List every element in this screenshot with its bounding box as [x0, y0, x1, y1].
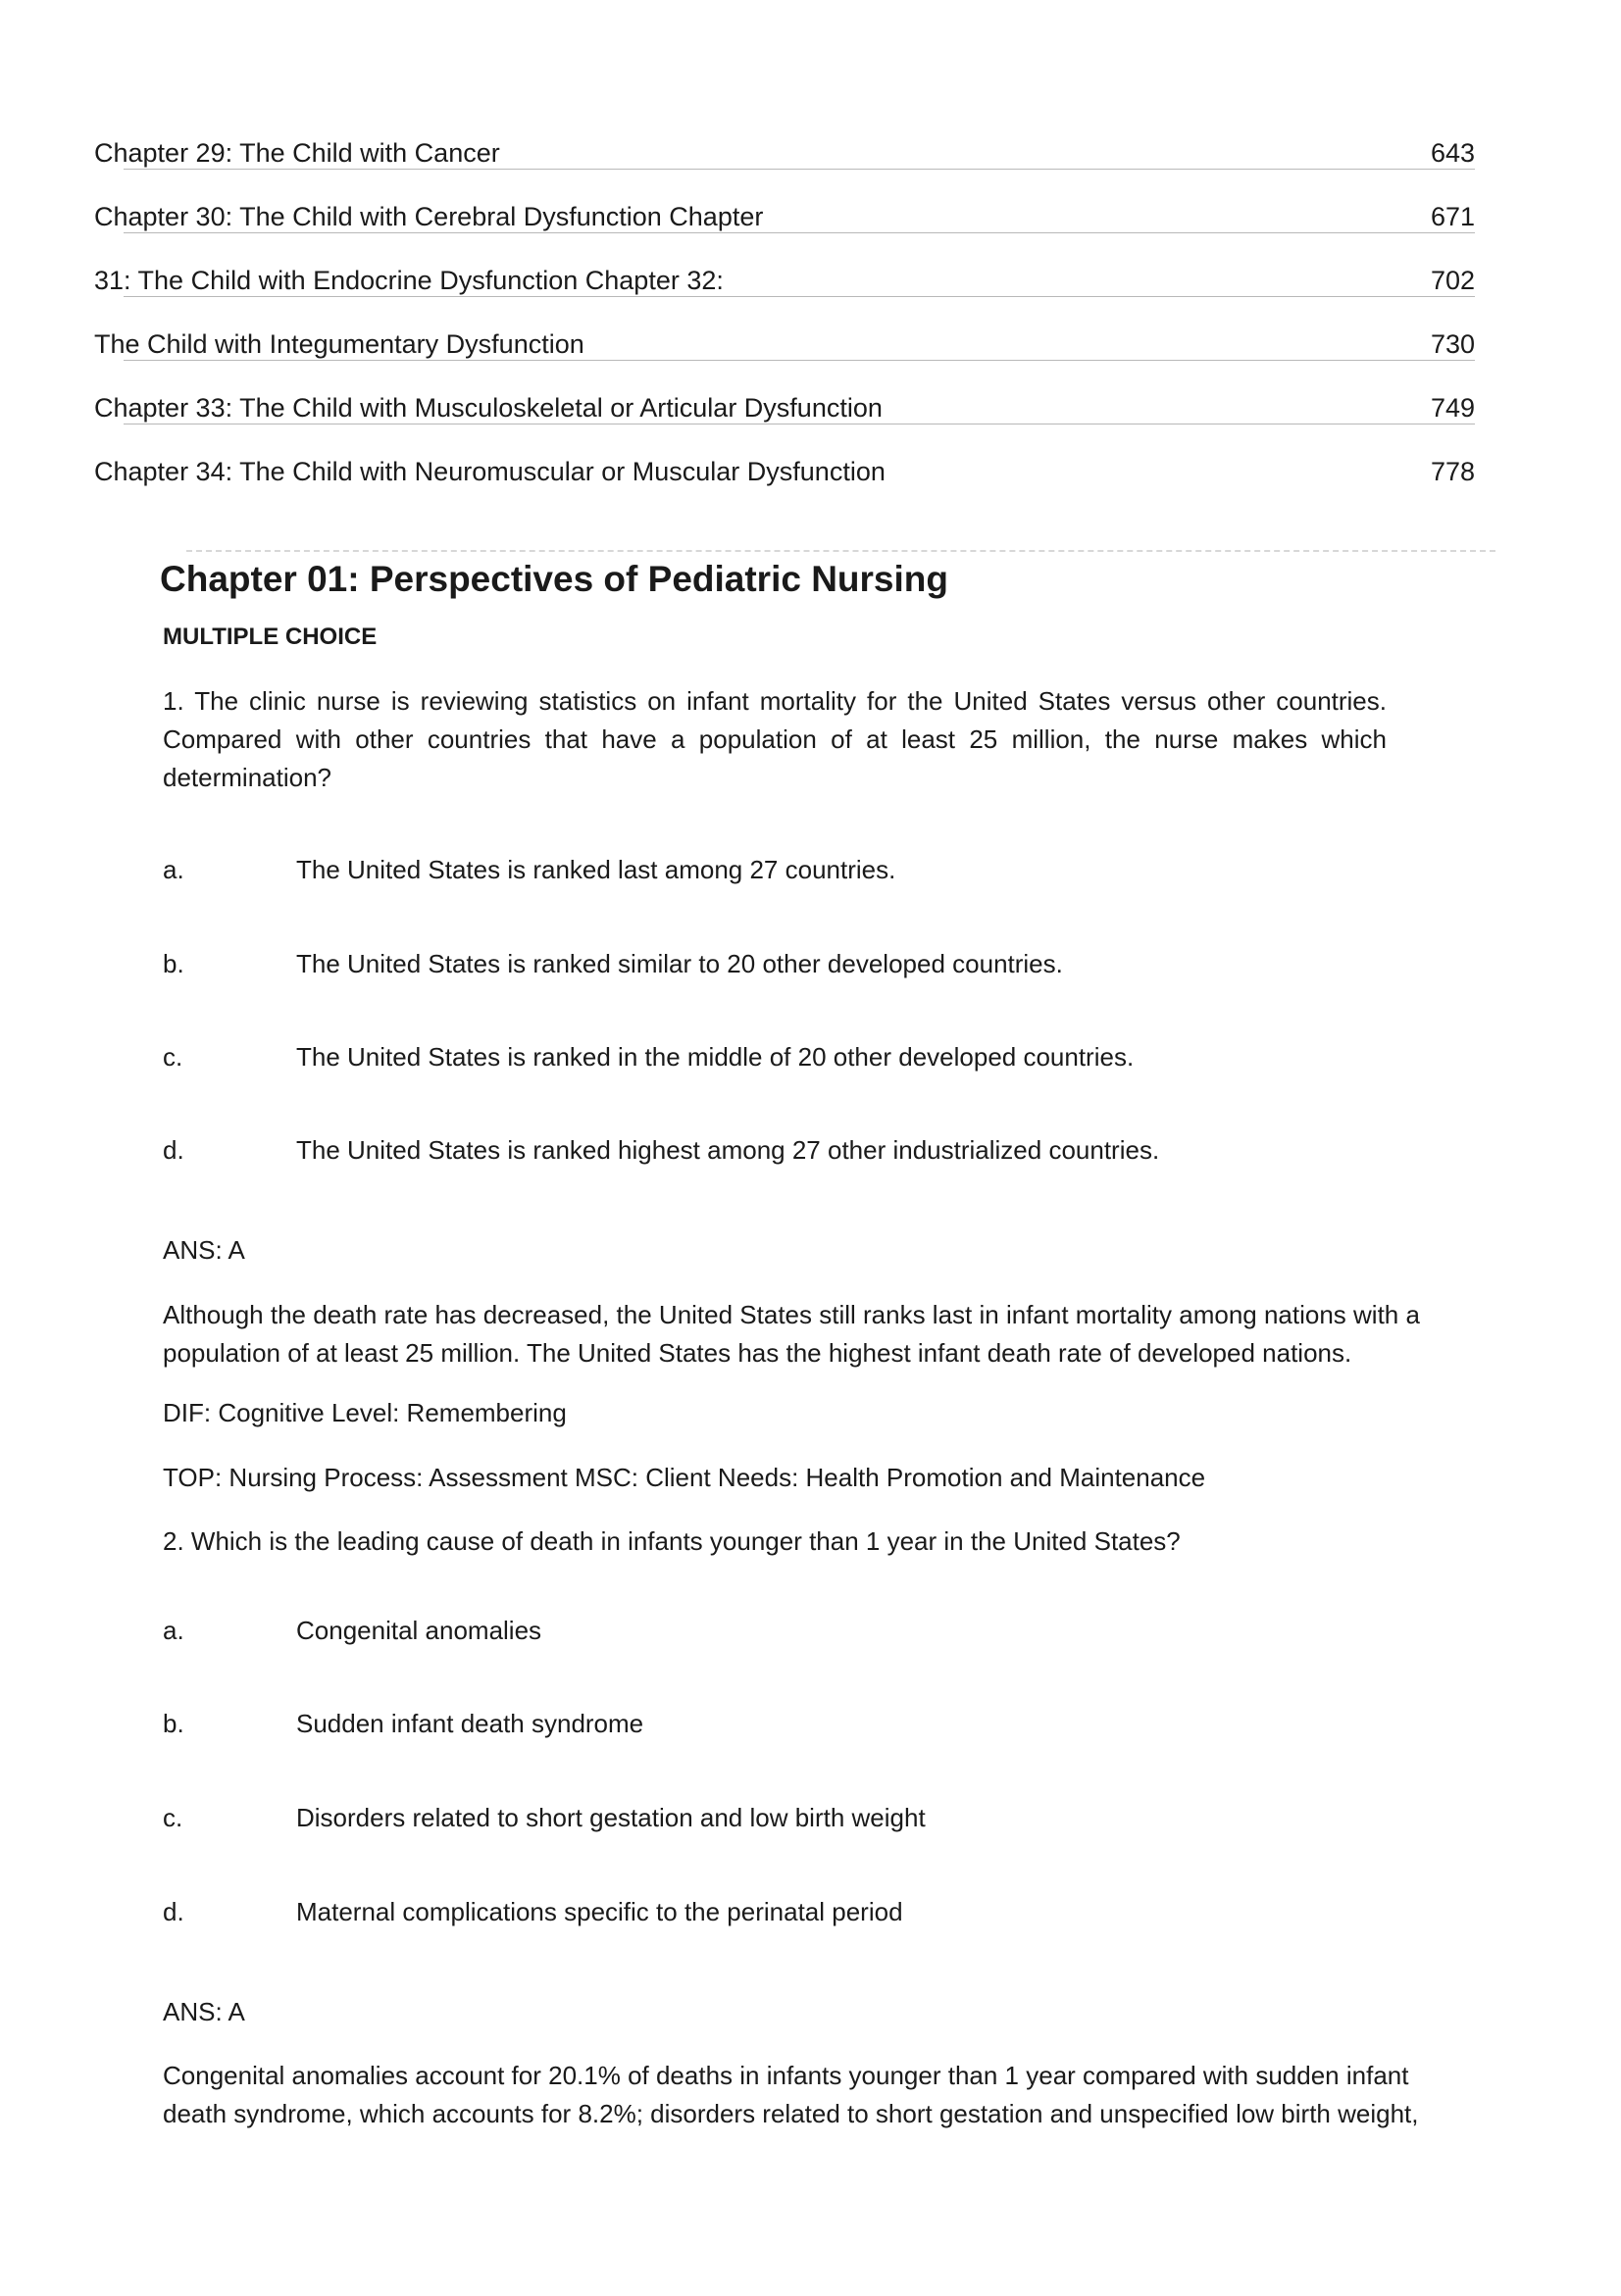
- toc-entry-page: 778: [1430, 457, 1475, 486]
- toc-entry-page: 730: [1430, 329, 1475, 359]
- toc-entry[interactable]: [94, 133, 1475, 197]
- toc-entry-title: The Child with Integumentary Dysfunction: [94, 329, 584, 359]
- question-1-option-c: [163, 1038, 1134, 1076]
- toc-entry[interactable]: [94, 388, 1475, 452]
- toc-entry-title: Chapter 29: The Child with Cancer: [94, 138, 500, 168]
- toc-entry[interactable]: [94, 261, 1475, 324]
- toc-entry[interactable]: [94, 452, 1475, 516]
- question-1-option-d: [163, 1131, 1159, 1170]
- option-text: The United States is ranked last among 27 countries.: [296, 855, 896, 884]
- section-heading: MULTIPLE CHOICE: [163, 624, 378, 650]
- toc-entry-page: 702: [1430, 266, 1475, 295]
- question-2-rationale: Congenital anomalies account for 20.1% of deaths in infants younger than 1 year compared with sudden infant death syndrome, which accounts for 8.2%; disorders related to short gestation and unspecified low birth weight,: [163, 2061, 1419, 2128]
- question-1-answer: ANS: A: [163, 1235, 245, 1265]
- question-2-option-d: [163, 1893, 903, 1931]
- toc-leader-line: [124, 296, 1475, 297]
- option-text: The United States is ranked in the middle of 20 other developed countries.: [296, 1042, 1135, 1072]
- option-text: Disorders related to short gestation and low birth weight: [296, 1803, 926, 1832]
- option-letter: c.: [163, 1042, 183, 1072]
- toc-leader-line: [124, 169, 1475, 170]
- question-1-rationale: Although the death rate has decreased, the United States still ranks last in infant mortality among nations with a population of at least 25 million. The United States has the highest infant death rate of developed nations.: [163, 1300, 1420, 1368]
- toc-entry-page: 671: [1430, 202, 1475, 231]
- option-letter: c.: [163, 1803, 183, 1832]
- question-2-answer: ANS: A: [163, 1997, 245, 2026]
- table-of-contents: [94, 133, 1475, 516]
- question-2-stem: 2. Which is the leading cause of death in infants younger than 1 year in the United States?: [163, 1526, 1181, 1556]
- question-2-option-c: [163, 1799, 926, 1837]
- option-letter: d.: [163, 1897, 184, 1926]
- option-letter: b.: [163, 1709, 184, 1738]
- section-divider: [186, 550, 1495, 552]
- option-letter: a.: [163, 1616, 184, 1645]
- question-2-option-b: [163, 1705, 643, 1743]
- question-1-option-b: [163, 945, 1063, 983]
- question-1-option-a: [163, 851, 895, 889]
- question-1-topic: TOP: Nursing Process: Assessment MSC: Client Needs: Health Promotion and Maintenance: [163, 1463, 1206, 1492]
- toc-leader-line: [124, 232, 1475, 233]
- toc-entry-title: Chapter 34: The Child with Neuromuscular or Muscular Dysfunction: [94, 457, 886, 486]
- option-letter: b.: [163, 949, 184, 978]
- option-letter: d.: [163, 1135, 184, 1165]
- option-letter: a.: [163, 855, 184, 884]
- toc-entry-page: 749: [1430, 393, 1475, 423]
- option-text: Maternal complications specific to the perinatal period: [296, 1897, 903, 1926]
- toc-entry[interactable]: [94, 197, 1475, 261]
- question-1-stem: 1. The clinic nurse is reviewing statistics on infant mortality for the United States versus other countries. Compared with other countries that have a population of at least 25 million, the nurse makes which determination?: [163, 686, 1387, 792]
- option-text: The United States is ranked highest among 27 other industrialized countries.: [296, 1135, 1160, 1165]
- toc-leader-line: [124, 360, 1475, 361]
- option-text: Congenital anomalies: [296, 1616, 542, 1645]
- toc-entry-title: Chapter 33: The Child with Musculoskeletal or Articular Dysfunction: [94, 393, 883, 423]
- toc-entry-title: Chapter 30: The Child with Cerebral Dysfunction Chapter: [94, 202, 764, 231]
- question-2-option-a: [163, 1612, 541, 1650]
- option-text: The United States is ranked similar to 20 other developed countries.: [296, 949, 1063, 978]
- toc-entry-page: 643: [1430, 138, 1475, 168]
- chapter-title: Chapter 01: Perspectives of Pediatric Nursing: [160, 559, 948, 599]
- question-1-difficulty: DIF: Cognitive Level: Remembering: [163, 1398, 567, 1427]
- option-text: Sudden infant death syndrome: [296, 1709, 644, 1738]
- toc-entry[interactable]: [94, 324, 1475, 388]
- toc-entry-title: 31: The Child with Endocrine Dysfunction Chapter 32:: [94, 266, 724, 295]
